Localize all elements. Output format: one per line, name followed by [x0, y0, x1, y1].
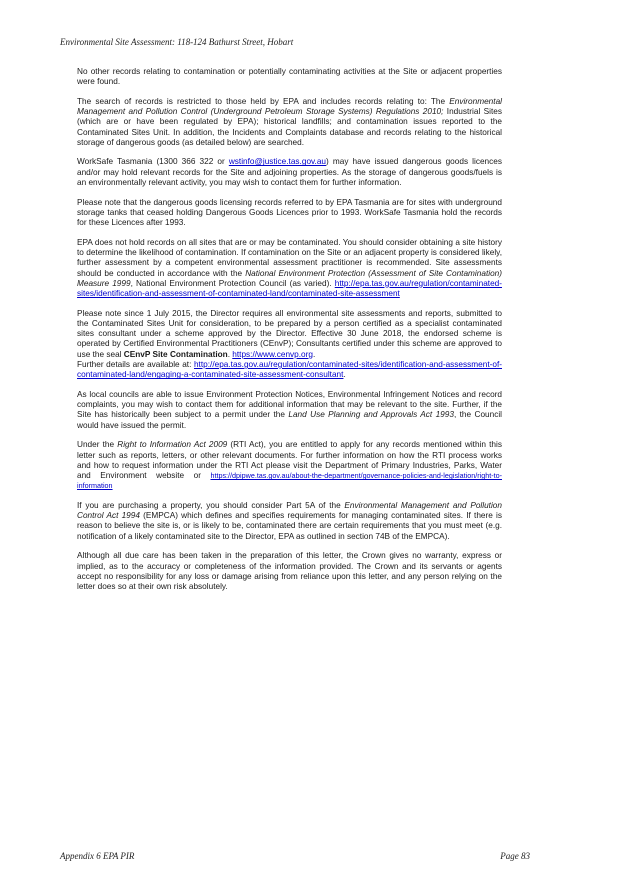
text: Under the — [77, 440, 118, 450]
text: . — [227, 349, 233, 359]
page-footer — [60, 851, 530, 861]
footer-appendix: Appendix 6 EPA PIR — [60, 851, 135, 861]
rti-link[interactable]: https://dpipwe.tas.gov.au/about-the-department/governance-policies-and-legislation/right-to-information — [77, 471, 502, 491]
paragraph-certification — [77, 309, 502, 381]
text: . — [343, 370, 346, 380]
text: , National Environment Protection Council (as varied). — [130, 278, 335, 288]
text: EPA does not hold records on all sites that are or may be contaminated. You should consider obtaining a site history to determine the likelihood of contamination. If contamination on the Site or an adjacent property is considered likely, further assessment by a competent environmental assessment practitioner is recommended. Site assessments should be conducted in accordance with the — [77, 237, 502, 278]
text: . — [313, 349, 316, 359]
consultant-link[interactable]: http://epa.tas.gov.au/regulation/contaminated-sites/identification-and-assessment-of-contaminated-land/engaging-a-contaminated-site-assessment-consultant — [77, 360, 502, 380]
text: WorkSafe Tasmania (1300 366 322 or — [77, 157, 229, 167]
text: The search of records is restricted to those held by EPA and includes records relating to: The — [77, 96, 450, 106]
worksafe-email-link[interactable]: wstinfo@justice.tas.gov.au — [228, 157, 327, 167]
seal-name: CEnvP Site Contamination — [123, 349, 228, 359]
regulation-title: Environmental Management and Pollution Control (Underground Petroleum Storage Systems) Regulations 2010; — [77, 96, 502, 117]
act-title: Right to Information Act 2009 — [117, 440, 228, 450]
act-title: Land Use Planning and Approvals Act 1993 — [288, 410, 454, 420]
paragraph-worksafe — [77, 157, 502, 188]
site-assessment-link[interactable]: http://epa.tas.gov.au/regulation/contaminated-sites/identification-and-assessment-of-contaminated-land/contaminated-site-assessment — [77, 278, 502, 299]
text: If you are purchasing a property, you should consider Part 5A of the — [77, 500, 345, 510]
text: Industrial Sites (which are or have been regulated by EPA); historical landfills; and contamination issues reported to the Contaminated Sites Unit. In addition, the Incidents and Complaints database and records relating to the historical storage of dangerous goods (as detailed below) are searched. — [77, 107, 502, 147]
page-header: Environmental Site Assessment: 118-124 Bathurst Street, Hobart — [60, 37, 294, 47]
paragraph-site-history — [77, 238, 502, 300]
text: (EMPCA) which defines and specifies requirements for managing contaminated sites. If there is reason to believe the site is, or is likely to be, contaminated there are certain requirements that you must meet (e.g. notification of a likely contaminated site to the Director, EPA as outlined in section 74B of the EMPCA). — [77, 511, 502, 541]
text: , the Council would have issued the permit. — [77, 410, 503, 430]
text: ) may have issued dangerous goods licences and/or may hold relevant records for the Site and adjoining properties. As the storage of dangerous goods/fuels is an environmentally relevant activity, you may wish to contact them for further information. — [77, 157, 502, 188]
paragraph-no-other-records: No other records relating to contamination or potentially contaminating activities at the Site or adjacent properties were found. — [77, 67, 502, 87]
paragraph-local-councils — [77, 390, 502, 431]
text: Further details are available at: — [77, 360, 194, 370]
cenvp-link[interactable]: https://www.cenvp.org — [232, 349, 313, 359]
paragraph-disclaimer: Although all due care has been taken in the preparation of this letter, the Crown gives no warranty, express or implied, as to the accuracy or completeness of the information provided. The Crown and its servants or agents accept no responsibility for any loss or damage arising from reliance upon this letter, and any person relying on the letter does so at their own risk absolutely. — [77, 551, 502, 592]
paragraph-dangerous-goods: Please note that the dangerous goods licensing records referred to by EPA Tasmania are for sites with underground storage tanks that ceased holding Dangerous Goods Licences prior to 1993. WorkSafe Tasmania hold the records for these Licences after 1993. — [77, 197, 502, 228]
act-title: Environmental Management and Pollution Control Act 1994 — [77, 500, 502, 521]
text: Please note since 1 July 2015, the Director requires all environmental site assessments and reports, submitted to the Contaminated Sites Unit for consideration, to be prepared by a person certified as a specialist contaminated sites consultant under a scheme approved by the Director. Effective 30 June 2018, the endorsed scheme is operated by Certified Environmental Practitioners (CEnvP); Consultants certified under this scheme are approved to use the seal — [77, 308, 502, 359]
paragraph-rti — [77, 440, 502, 491]
text: (RTI Act), you are entitled to apply for any records mentioned within this letter such as reports, letters, or other relevant documents. For further information on how the RTI process works and how to request information under the RTI Act please visit the Department of Primary Industries, Parks, Water and Environment website or — [77, 440, 502, 481]
measure-title: National Environment Protection (Assessment of Site Contamination) Measure 1999 — [77, 268, 502, 288]
page-number: Page 83 — [500, 851, 530, 861]
text: As local councils are able to issue Environment Protection Notices, Environmental Infringement Notices and record complaints, you may wish to contact them for additional information that may be relevant to the site. Further, if the Site has historically been subject to a permit under the — [77, 389, 502, 420]
letter-body — [77, 67, 502, 602]
paragraph-purchasing — [77, 501, 502, 542]
paragraph-search-scope — [77, 97, 502, 148]
